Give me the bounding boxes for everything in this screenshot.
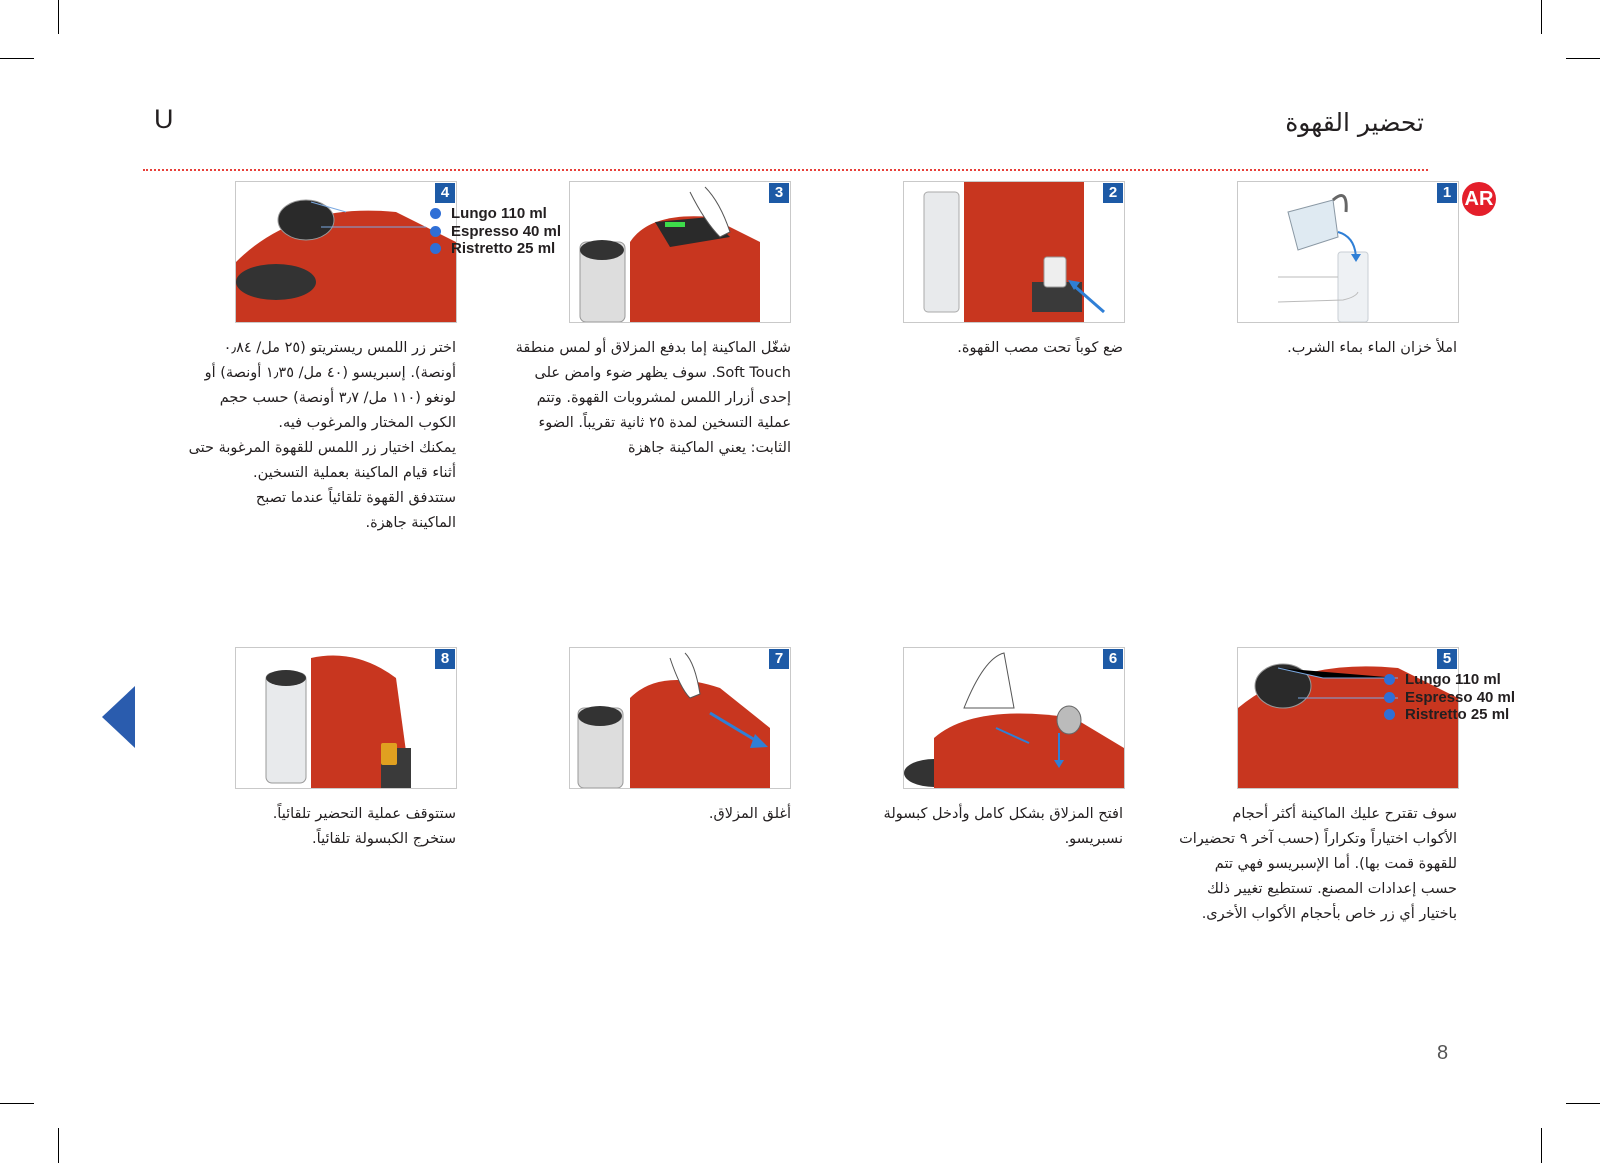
legend-ristretto: Ristretto 25 ml bbox=[451, 240, 556, 257]
legend-row bbox=[430, 240, 561, 258]
legend-ristretto: Ristretto 25 ml bbox=[1405, 706, 1510, 723]
legend-lungo: Lungo 110 ml bbox=[1405, 671, 1501, 688]
legend-dot bbox=[430, 208, 441, 219]
machine-with-cup-icon bbox=[904, 182, 1124, 322]
step-6-caption: افتح المزلاق بشكل كامل وأدخل كبسولة نسبريسو. bbox=[883, 806, 1123, 847]
step-1-illustration bbox=[1237, 181, 1459, 323]
legend-lungo: Lungo 110 ml bbox=[451, 205, 547, 222]
previous-page-icon[interactable] bbox=[102, 686, 135, 748]
legend-row bbox=[1384, 706, 1515, 724]
legend-espresso: Espresso 40 ml bbox=[1405, 688, 1516, 706]
legend-row bbox=[1384, 671, 1515, 689]
crop-mark bbox=[0, 58, 34, 59]
brewing-cup-icon bbox=[236, 648, 456, 788]
crop-mark bbox=[58, 1128, 59, 1163]
step-7-caption: أغلق المزلاق. bbox=[708, 806, 791, 822]
step-5-caption: سوف تقترح عليك الماكينة أكثر أحجام الأكواب اختياراً وتكراراً (حسب آخر ٩ تحضيرات للقهوة قمت بها). أما الإسبريسو فهي تتم حسب إعدادات المصنع. تستطيع تغيير ذلك باختيار أي زر خاص بأحجام الأكواب الأخرى. bbox=[1179, 806, 1457, 922]
crop-mark bbox=[0, 1103, 34, 1104]
step-number: 3 bbox=[769, 183, 789, 203]
pouring-water-icon bbox=[1238, 182, 1458, 322]
step-number: 1 bbox=[1437, 183, 1457, 203]
step-8-caption: ستتوقف عملية التحضير تلقائياً. ستخرج الكبسولة تلقائياً. bbox=[272, 806, 456, 847]
legend-row bbox=[1384, 689, 1515, 707]
legend-dot bbox=[1384, 709, 1395, 720]
step-number: 6 bbox=[1103, 649, 1123, 669]
dotted-divider bbox=[143, 169, 1428, 171]
crop-mark bbox=[1566, 1103, 1600, 1104]
page-title: تحضير القهوة bbox=[1285, 108, 1424, 137]
step-4-caption: اختر زر اللمس ريستريتو (٢٥ مل/ ٠٫٨٤ أونصة). إسبريسو (٤٠ مل/ ١٫٣٥ أونصة) أو لونغو (١١٠ مل/ ٣٫٧ أونصة) حسب حجم الكوب المختار والمرغوب فيه. يمكنك اختيار زر اللمس للقهوة المرغوبة حتى أثناء قيام الماكينة بعملية التسخين. ستتدفق القهوة تلقائياً عندما تصبح الماكينة جاهزة. bbox=[188, 340, 456, 531]
legend-dot bbox=[1384, 674, 1395, 685]
button-selection-icon bbox=[236, 182, 456, 322]
touch-panel-icon bbox=[570, 182, 790, 322]
step-number: 2 bbox=[1103, 183, 1123, 203]
legend-row bbox=[430, 223, 561, 241]
cup-size-legend bbox=[430, 205, 561, 258]
step-number: 8 bbox=[435, 649, 455, 669]
header-mark: U bbox=[154, 104, 174, 134]
step-1-caption: املأ خزان الماء بماء الشرب. bbox=[1287, 340, 1457, 356]
step-6-illustration bbox=[903, 647, 1125, 789]
step-number: 5 bbox=[1437, 649, 1457, 669]
crop-mark bbox=[1541, 1128, 1542, 1163]
legend-espresso: Espresso 40 ml bbox=[451, 222, 562, 240]
cup-size-legend bbox=[1384, 671, 1515, 724]
step-3-illustration bbox=[569, 181, 791, 323]
step-7-illustration bbox=[569, 647, 791, 789]
language-badge: AR bbox=[1462, 182, 1496, 216]
crop-mark bbox=[58, 0, 59, 34]
crop-mark bbox=[1541, 0, 1542, 34]
close-slider-icon bbox=[570, 648, 790, 788]
step-8-illustration bbox=[235, 647, 457, 789]
step-number: 7 bbox=[769, 649, 789, 669]
step-number: 4 bbox=[435, 183, 455, 203]
step-2-illustration bbox=[903, 181, 1125, 323]
step-2-caption: ضع كوباً تحت مصب القهوة. bbox=[957, 340, 1123, 356]
legend-row bbox=[430, 205, 561, 223]
step-3-caption: شغّل الماكينة إما بدفع المزلاق أو لمس منطقة Soft Touch. سوف يظهر ضوء وامض على إحدى أزرار اللمس لمشروبات القهوة. وتتم عملية التسخين لمدة ٢٥ ثانية تقريباً. الضوء الثابت: يعني الماكينة جاهزة bbox=[515, 340, 791, 456]
legend-dot bbox=[1384, 692, 1395, 703]
legend-dot bbox=[430, 243, 441, 254]
insert-capsule-icon bbox=[904, 648, 1124, 788]
crop-mark bbox=[1566, 58, 1600, 59]
legend-dot bbox=[430, 226, 441, 237]
page-number: 8 bbox=[1437, 1042, 1449, 1064]
step-4-illustration bbox=[235, 181, 457, 323]
